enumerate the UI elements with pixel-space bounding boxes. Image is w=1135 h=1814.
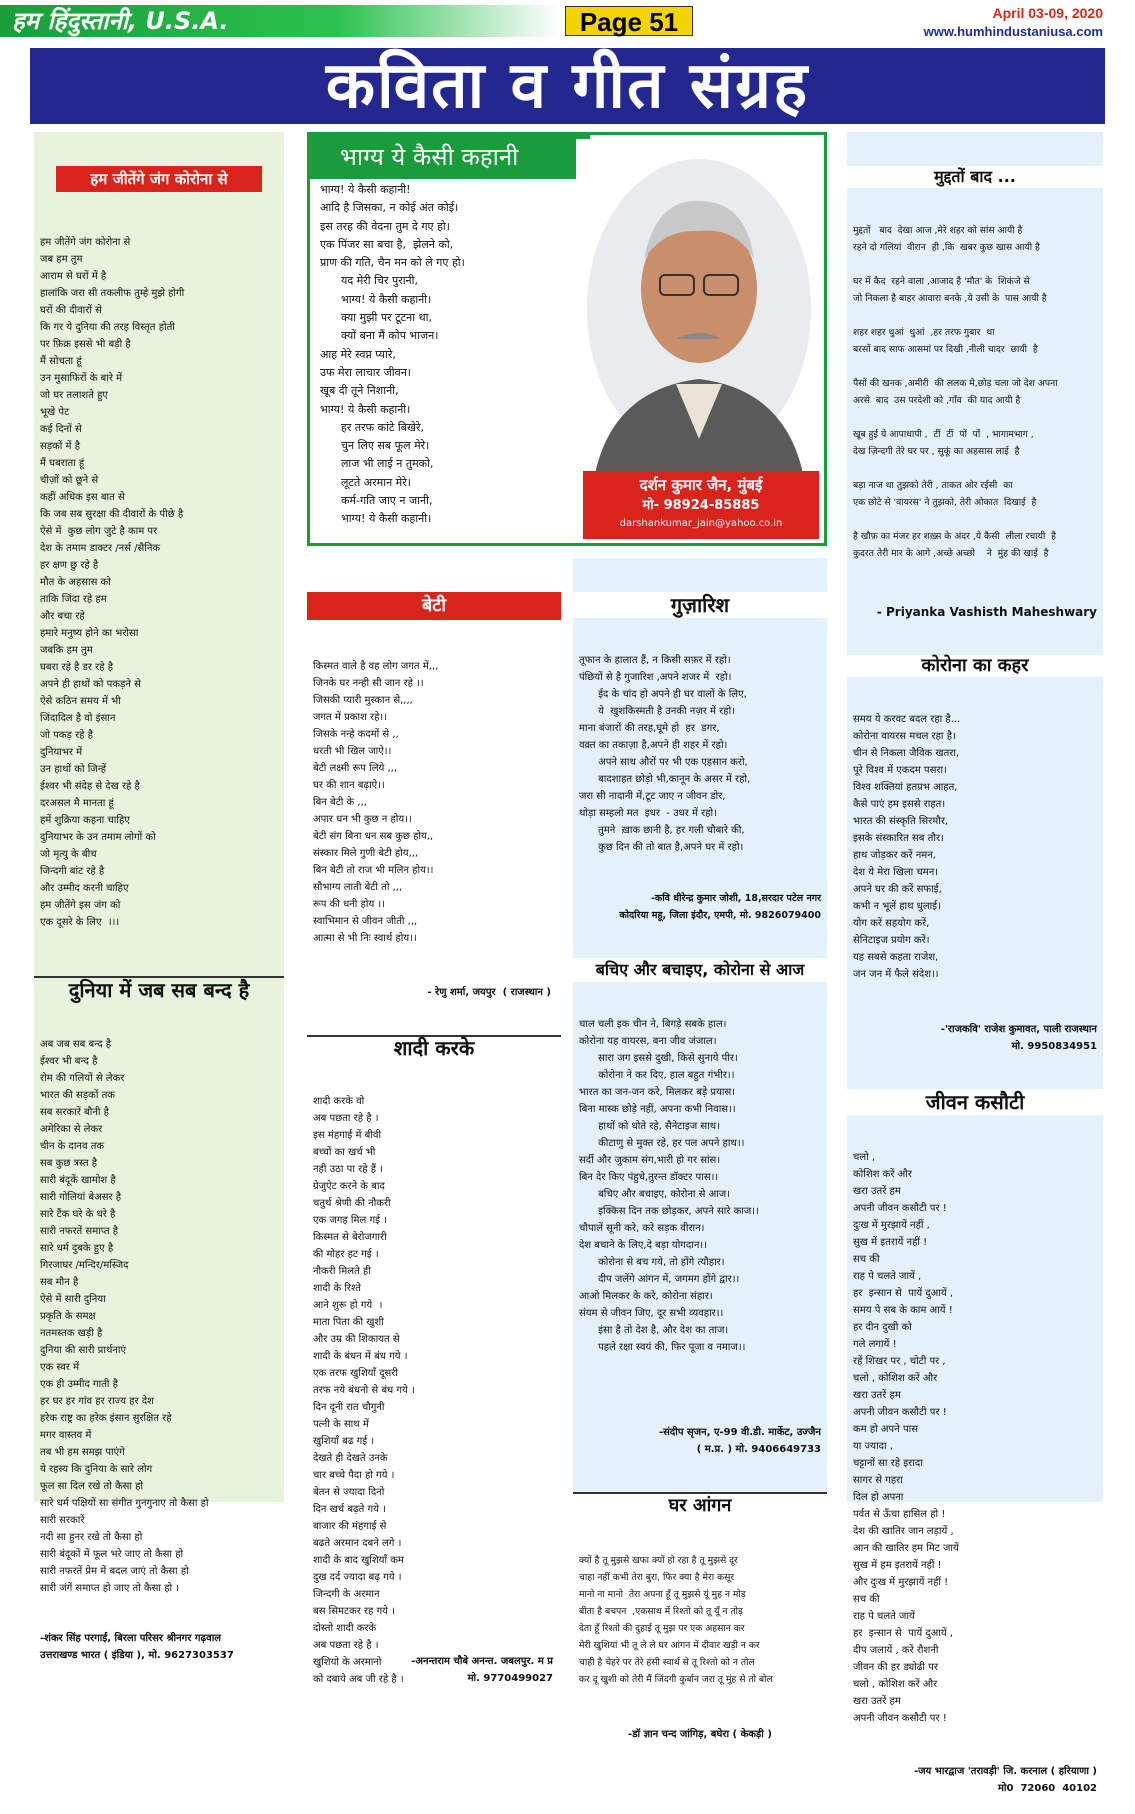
issue-date: April 03-09, 2020: [992, 5, 1103, 21]
poem-credit: -शंकर सिंह परगाईं, बिरला परिसर श्रीनगर गढ़वाल उत्तराखण्ड भारत ( इंडिया ), मो. 9627303537: [40, 1633, 234, 1661]
middle-left-column: [307, 558, 561, 1685]
featured-poem-card: [307, 132, 827, 546]
poet-name: दर्शन कुमार जैन, मुंबई: [639, 476, 763, 494]
poem-title: शादी करके: [307, 1035, 561, 1059]
poem-title: मुद्दतों बाद ...: [847, 166, 1103, 188]
poem-title: बचिए और बचाइए, कोरोना से आज: [573, 958, 827, 982]
poet-info: [583, 471, 819, 539]
poem-body: तूफान के हालात हैं, न किसी सफ़र में रहो। पंछियों से है गुजारिश ,अपने शजर में रहो। ईद के चांद हो अपने ही घर वालों के लिए, ये खुशकिस्मती है उनकी नज़र में रहो। माना बंजारों की तरह,घूमे हो हर डगर, वक़्त का तकाज़ा है,अपने ही शहर में रहो। अपने साथ औरों पर भी एक एहसान करो, बादशाहत छोड़ो भी,कानून के असर में रहो, जरा सी नादानी में,टूट जाए न जीवन डोर, थोड़ा सम्हलो मत इधर - उधर में रहो। तुमने ख़ाक छानी है, हर गली चौबारे की, कुछ दिन की तो बात है,अपने घर में रहो।: [579, 655, 751, 853]
masthead: हम हिंदुस्तानी, U.S.A.: [0, 5, 560, 37]
poem-body: चाल चली इक चीन ने, बिगड़े सबके हाल। कोरोना यह वायरस, बना जीव जंजाल। सारा जग इससे दुखी, किसे सुनाये पीर। कोरोना ने कर दिए, हाल बहुत गंभीर।। भारत का जन-जन करे, मिलकर बड़े प्रयास। बिना मास्क छोड़े नहीं, अपना कभी निवास।। हाथों को धोते रहे, सैनेटाइज साथ। कीटाणु से मुक्त रहे, हर पल अपने हाथ।। सर्दी और जुकाम संग,भारी हो गर सांस। बिन देर किए पंहुचे,तुरन्त डॉक्टर पास।। बचिए और बचाइए, कोरोना से आज। इक्किस दिन तक छोड़कर, अपने सारे काज।। चौपालें सूनी करे, करे सड़क वीरान। देश बचाने के लिए,दे बड़ा योगदान।। कोरोना से बच गये, तो होंगे त्यौहार। दीप जलेंगे आंगन में, जगमग होंगे द्वार।। आओ मिलकर के करे, कोरोना संहार। संयम से जीवन जिए, दूर सभी व्यवहार।। इंसा है तो देश है, और देश का ताज। पहले रक्षा स्वयं की, फिर पूजा व नमाज।।: [579, 1019, 759, 1353]
right-column: [847, 132, 1103, 1794]
poem-body: चलो , कोशिश करें और खरा उतरें हम अपनी जीवन कसौटी पर ! दुःख में मुरझायें नहीं , सुख में इतरायें नहीं ! सच की राह पे चलते जायें , हर इन्सान से पायें दुआयें , समय पे सब के काम आयें ! हर दीन दुखी को गले लगायें ! रहें शिखर पर , चोटी पर , चलो , कोशिश करें और खरा उतरें हम अपनी जीवन कसौटी पर ! कम हो अपने पास या ज्यादा , चट्टानों सा रहे इरादा सागर से गहरा दिल हो अपना पर्वत से ऊँचा हासिल हो ! देश की खातिर जान लड़ायें , आन की खातिर हम मिट जायें सुख में हम इतरायें नहीं ! और दुःख में मुरझायें नहीं ! सच की राह पे चलते जायें हर इन्सान से पायें दुआयें , दीप जलायें , करें रौशनी जीवन की हर ड्योढी पर चलो , कोशिश करें और खरा उतरें हम अपनी जीवन कसौटी पर !: [853, 1152, 959, 1724]
poem-credit: -संदीप सृजन, ए-99 वी.डी. मार्केट, उज्जैन ( म.प्र. ) मो. 9406649733: [659, 1427, 821, 1455]
poem-body: क्यों है तू मुझसे खफा क्यों हो रहा है तू मुझसे दूर चाहा नहीं कभी तेरा बुरा, फिर क्या है मेरा कसूर मानो ना मानो तेरा अपना हूँ तू मुझसे यूं मुह न मोड़ बीता है बचपन ,एकसाथ में रिश्तो को तू यूँ न तोड़ देता हूँ रिश्तो की दुहाई तू मुझ पर एक अहसान कर मेरी खुशियां भी तू ले ले घर आंगन में दीवार खड़ी न कर चाही है चेहरे पर तेरे हंसी स्वार्थ से तू रिश्तो को न तोल कर दू खुशी को तेरी मैं जिंदगी कुर्बान जरा तू मुंह से तो बोल: [579, 1555, 773, 1685]
poem-title: गुज़ारिश: [573, 592, 827, 618]
section-banner: कविता व गीत संग्रह: [30, 48, 1105, 124]
poem-credit: - Priyanka Vashisth Maheshwary: [876, 605, 1097, 619]
poem-title: भाग्य ये कैसी कहानी: [310, 135, 590, 179]
poem-body: समय ये करवट बदल रहा है... कोरोना वायरस मचल रहा है। चीन से निकला जैविक खतरा, पूरे विश्व में एकदम पसरा। विश्व शक्तियां हतप्रभ आहत, कैसे पाएं हम इससे राहत। भारत की संस्कृति सिरमौर, इसके संस्कारित सब तौर। हाथ जोड़कर करें नमन, देश ये मेरा खिला चमन। अपने घर की करें सफाई, कभी न भूलें हाथ धुलाई। योग करें सहयोग करें, सेनिटाइज प्रयोग करें। यह सबसे कहता राजेश, जन जन में फैले संदेश।।: [853, 714, 961, 980]
poem-body: अब जब सब बन्द है ईश्वर भी बन्द है रोम की गलियों से लेकर भारत की सड़कों तक सब सरकारें बौनी है अमेरिका से लेकर चीन के दानव तक सब कुछ त्रस्त है सारी बंदूकें खामोश है सारी गोलियां बेअसर है सारे टैंक घरे के धरे है सारी नफरतें समाप्त है सारे धर्म दुबके हुए है गिरजाघर /मन्दिर/मस्जिद सब मौन है ऐसे में सारी दुनिया प्रकृति के समक्ष नतमस्तक खड़ी है दुनिया की सारी प्रार्थनाएं एक स्वर में एक ही उम्मीद गाती है हर घर हर गांव हर राज्य हर देश हरेक राष्ट्र का हरेक इंसान सुरक्षित रहे मगर वास्तव में तब भी हम समझ पाएंगे ये रहस्य कि दुनिया के सारे लोग फूल सा दिल रखे तो कैसा हो सारे धर्म पक्षियों सा संगीत गुनगुनाए तो कैसा हो सारी सरकारें नदी सा हुनर रखे तो कैसा हो सारी बंदूकों में फूल भरे जाए तो कैसा हो सारी नफरतें प्रेम में बदल जाएं तो कैसा हो सारी जंगें समाप्त हो जाए तो कैसा हो ।: [40, 1039, 209, 1594]
poem-body: हम जीतेंगे जंग कोरोना से जब हम तुम आराम से घरों में है हालांकि जरा सी तकलीफ तुम्हे मुझे होगी घरों की दीवारों से कि गर ये दुनिया की तरह विस्तृत होती पर फ़िक्र इससे भी बड़ी है मैं सोचता हूं उन मुसाफिरों के बारे में जो घर तलाशते हुए भूखे पेट कई दिनों से सड़कों में है मैं घबराता हूं चीज़ों को छूने से कहीं अधिक इस बात से कि जब सब सुरक्षा की दीवारों के पीछे है ऐसे में कुछ लोग जुटे है काम पर देश के तमाम डाक्टर /नर्स /सैनिक हर क्षण छु रहे है मौत के अहसास को ताकि जिंदा रहे हम और बचा रहे हमारे मनुष्य होने का भरोसा जबकि हम तुम घबरा रहे है डर रहे है अपने ही हाथों को पकड़ने से ऐसे कठिन समय में भी जिंदादिल है वो इंसान जो पकड़ रहे है दुनियाभर में उन हाथों को जिन्हें ईश्वर भी संदेह से देख रहे है दरअसल मै मानता हूं हमें शुक्रिया कहना चाहिए दुनियाभर के उन तमाम लोगों को जो मृत्यु के बीच जिन्दगी बांट रहे है और उम्मीद करनी चाहिए हम जीतेंगे इस जंग को एक दूसरे के लिए ।।।: [40, 237, 185, 928]
left-column: [34, 132, 284, 1661]
poem-title: दुनिया में जब सब बन्द है: [34, 976, 284, 1002]
page-number: Page 51: [565, 6, 693, 36]
poem-credit: -अनन्तराम चौबे अनन्त. जबलपुर. म प्र मो. 9770499027: [411, 1656, 553, 1684]
poem-credit: -'राजकवि' राजेश कुमावत, पाली राजस्थान मो. 9950834951: [940, 1024, 1097, 1052]
poem-title: जीवन कसौटी: [847, 1089, 1103, 1115]
poem-credit: - रेणु शर्मा, जयपुर ( राजस्थान ): [427, 987, 551, 998]
poem-body: किस्मत वाले है वह लोग जगत में,,, जिनके घर नन्ही सी जान रहे ।। जिसकी प्यारी मुस्कान से,,,, जगत में प्रकाश रहे।। जिसके नन्हे कदमों से ,, धरती भी खिल जाऐ।। बेटी लक्ष्मी रूप लिये ,,, घर की शान बढ़ाऐ।। बिन बेटी के ,,, अपार धन भी कुछ न होय।। बेटी संग बिना धन सब कुछ होय,, संस्कार मिले गुणी बेटी होय,,, बिन बेटी तो राज भी मलिन होय।। सौभाग्य लाती बेटी तो ,,, रूप की धनी होय ।। स्वाभिमान से जीवन जीती ,,, आत्मा से भी निः स्वार्थ होय।।: [313, 661, 439, 944]
poem-credit: -कवि धीरेन्द्र कुमार जोशी, 18,सरदार पटेल नगर कोदरिया महू, जिला इंदौर, एमपी, मो. 9826079400: [619, 893, 821, 921]
website-link[interactable]: www.humhindustaniusa.com: [923, 24, 1103, 39]
poem-body: भाग्य! ये कैसी कहानी! आदि है जिसका, न कोई अंत कोई। इस तरह की वेदना तुम दे गए हो। एक पिंजर सा बचा है, झेलने को, प्राण की गति, चैन मन को ले गए हो। यद मेरी चिर पुरानी, भाग्य! ये कैसी कहानी। क्या मुझी पर टूटना था, क्यों बना मैं कोप भाजन। आह मेरे स्वप्न प्यारे, उफ मेरा लाचार जीवन। खूब दी तूने निशानी, भाग्य! ये कैसी कहानी। हर तरफ कांटे बिखेरे, चुन लिए सब फूल मेरे। लाज भी लाई न तुमको, लूटते अरमान मेरे। कर्म-गति जाए न जानी, भाग्य! ये कैसी कहानी।: [320, 183, 465, 526]
poem-title: घर आंगन: [573, 1492, 827, 1518]
poem-title: कोरोना का कहर: [847, 655, 1103, 677]
poem-title: बेटी: [307, 592, 561, 620]
poem-title: हम जीतेंगे जंग कोरोना से: [56, 166, 262, 192]
poem-body: शादी करके वो अब पछता रहे है । इस मंहगाई में बीवी बच्चों का खर्च भी नही उठा पा रहे हैं । ग्रेजुऐट करने के बाद चतुर्थ श्रेणी की नौकरी एक जगह मिल गई । किस्मत से बेरोजगारी की मोहर हट गई । नौकरी मिलते ही शादी के रिश्ते आने शुरू हो गये । माता पिता की खुशी और उम्र की शिकायत से शादी के बंधन में बंध गये । एक तरफ खुशियाँ दूसरी तरफ नये बंधनो से बंध गये । दिन दूनी रात चौगुनी पत्नी के साथ में खुशियाँ बढ गई । देखते ही देखते उनके चार बच्चे पैदा हो गये । बेतन से ज्यादा दिनो दिन खर्च बढ़ते गये । बाजार की मंहगाई से बढते अरमान दबने लगे । शादी के बाद खुशियाँ कम दुख दर्द ज्यादा बढ़ गये । जिन्दगी के अरमान बस सिमटकर रह गये । दोस्तो शादी करके अब पछता रहे है । खुशियो के अरमानो को दबाये अब जी रहे है ।: [313, 1096, 415, 1685]
poem-credit: -डॉ ज्ञान चन्द जांगिड़, बघेरा ( केकड़ी ): [628, 1729, 772, 1740]
poem-body: मुद्दतों बाद देखा आज ,मेरे शहर को सांस आयी है रहने दो गलियां वीरान ही ,कि खबर कुछ खास आयी है घर में कैद रहने वाला ,आजाद है 'मौत' के शिकंजे से जो निकला है बाहर आवारा बनके ,ये उसी के पास आयी है शहर शहर धुआं धुआं ,हर तरफ गुबार था बरसों बाद साफ आसमां पर दिखी ,नीली चादर छायी है पैसों की खनक ,अमीरी की ललक मे,छोड़ चला जो देश अपना अरसे बाद उस परदेशी को ,गाँव की याद आयी है खूब हुई ये आपाधापी , टीं टीं पों पों , भागामभाग , देख ज़िन्दगी तेरे घर पर , सुकूं का अहसास लाई है बड़ा नाज था तुझको तेरी , ताकत ओर रईसी का एक छोटे से 'वायरस' ने तुझको, तेरी ओकात दिखाई है है खौफ़ का मंजर हर शख़्स के अंदर ,ये कैसी लीला रचायी है कुदरत तेरी मार के आगे ,अच्छे अच्छो ने मुंह की खाई है: [853, 225, 1058, 559]
poet-email[interactable]: darshankumar_jain@yahoo.co.in: [619, 518, 783, 529]
middle-right-column: [573, 558, 827, 1740]
poem-credit: -जय भारद्वाज 'तरावड़ी' जि. करनाल ( हरियाणा ) मो0 72060 40102: [913, 1766, 1097, 1794]
poet-phone: मो- 98924-85885: [642, 498, 760, 513]
